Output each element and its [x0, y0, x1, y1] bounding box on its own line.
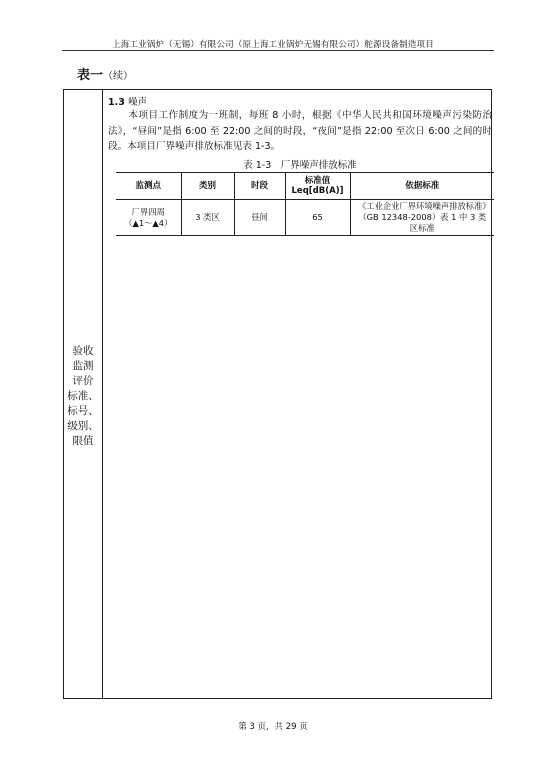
table-title-suffix: （续）	[103, 71, 134, 82]
cell-basis: 《工业企业厂界环境噪声排放标准》（GB 12348-2008）表 1 中 3 类区标准	[350, 200, 494, 236]
paragraph-text: 本项目工作制度为一班制，每班 8 小时，根据《中华人民共和国环境噪声污染防治法》，“昼间”是指 6:00 至 22:00 之间的时段，“夜间”是指 22:00 至次日 6:00 之间的时段。本项目厂界噪声排放标准见表 1-3。	[108, 110, 492, 152]
table-row	[116, 200, 494, 236]
header-monitoring-point: 监测点	[116, 173, 181, 200]
header-rule	[62, 50, 494, 51]
table-title-main: 表一	[77, 68, 104, 83]
row-label-line: 标准、	[67, 390, 99, 402]
header-category: 类别	[181, 173, 234, 200]
header-basis: 依据标准	[350, 173, 494, 200]
table-caption: 表 1-3 厂界噪声排放标准	[243, 160, 357, 171]
header-standard-value-unit: Leq[dB(A)]	[291, 186, 344, 196]
row-label-line: 监测	[72, 360, 94, 372]
cell-category: 3 类区	[181, 200, 234, 236]
noise-standard-table	[116, 172, 494, 236]
row-label-line: 验收	[72, 345, 94, 357]
cell-point-name: 厂界四周	[131, 206, 165, 217]
section-number: 1.3	[108, 97, 125, 108]
cell-point-markers: （▲1～▲4）	[124, 217, 173, 228]
header-standard-value	[285, 173, 350, 200]
row-label-line: 限值	[72, 435, 94, 447]
cell-monitoring-point	[116, 200, 181, 236]
cell-value: 65	[285, 200, 350, 236]
row-label-line: 标号、	[67, 405, 99, 417]
header-standard-value-label: 标准值	[304, 176, 331, 186]
section-paragraph	[108, 108, 492, 155]
section-heading	[108, 94, 147, 108]
table-header-row	[116, 173, 494, 200]
row-label	[66, 344, 100, 449]
page-footer: 第 3 页，共 29 页	[238, 722, 308, 732]
row-label-line: 级别、	[67, 420, 99, 432]
cell-period: 昼间	[234, 200, 285, 236]
page-header: 上海工业锅炉（无锡）有限公司（原上海工业锅炉无锡有限公司）舵源设备制造项目	[112, 40, 434, 50]
row-label-line: 评价	[72, 375, 94, 387]
section-title: 噪声	[128, 97, 148, 108]
column-divider	[102, 89, 103, 699]
table-title	[77, 64, 133, 83]
header-period: 时段	[234, 173, 285, 200]
